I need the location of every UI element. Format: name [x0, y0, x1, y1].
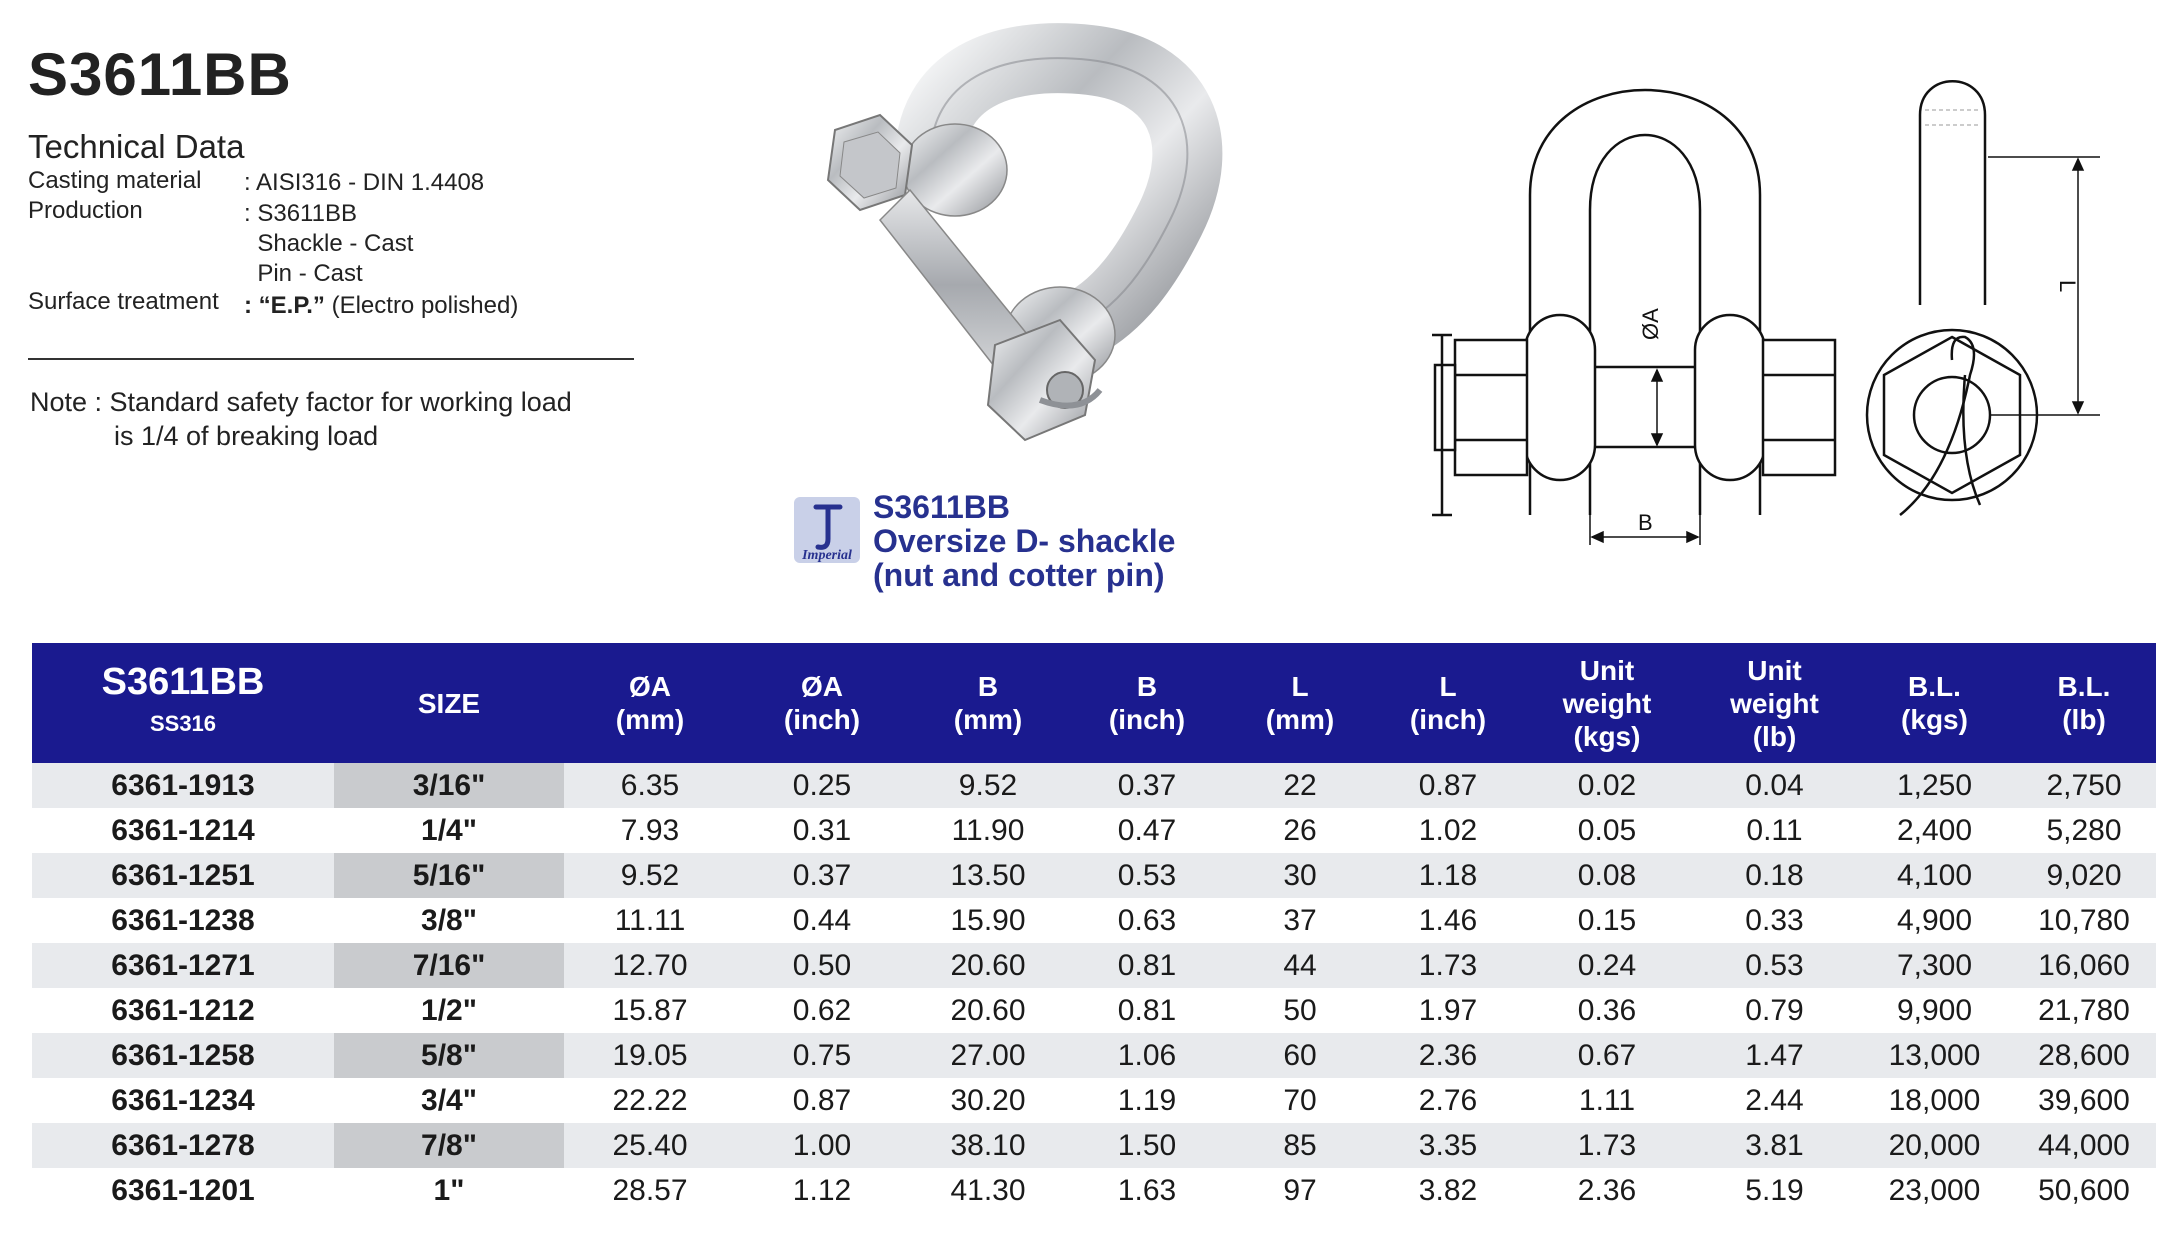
- table-row: [32, 1078, 2156, 1123]
- cell-value: 0.67: [1522, 1033, 1692, 1078]
- cell-value: 1.06: [1068, 1033, 1226, 1078]
- cell-part-number: 6361-1214: [32, 808, 334, 853]
- header-col: ØA (inch): [736, 643, 908, 763]
- cell-size: 5/16": [334, 853, 564, 898]
- cell-value: 5,280: [2012, 808, 2156, 853]
- ear-left: [1525, 315, 1595, 480]
- cell-value: 0.81: [1068, 988, 1226, 1033]
- cell-value: 1.19: [1068, 1078, 1226, 1123]
- cell-value: 0.05: [1522, 808, 1692, 853]
- caption-model: S3611BB: [873, 489, 1010, 525]
- note-line-2: is 1/4 of breaking load: [114, 421, 379, 451]
- cell-part-number: 6361-1201: [32, 1168, 334, 1213]
- technical-data-heading: Technical Data: [28, 128, 245, 165]
- cell-value: 9.52: [564, 853, 736, 898]
- cell-value: 27.00: [908, 1033, 1068, 1078]
- table-row: [32, 988, 2156, 1033]
- cell-size: 1/2": [334, 988, 564, 1033]
- dimension-l-label: L: [2055, 280, 2080, 293]
- specification-table: [32, 643, 2156, 1213]
- spec-label-surface: Surface treatment: [28, 288, 219, 315]
- cell-value: 0.53: [1692, 943, 1857, 988]
- cell-value: 1.46: [1374, 898, 1522, 943]
- cell-value: 2.44: [1692, 1078, 1857, 1123]
- cell-value: 0.08: [1522, 853, 1692, 898]
- cell-value: 15.87: [564, 988, 736, 1033]
- cell-value: 11.11: [564, 898, 736, 943]
- cell-value: 0.79: [1692, 988, 1857, 1033]
- cell-value: 28,600: [2012, 1033, 2156, 1078]
- header-col: ØA (mm): [564, 643, 736, 763]
- spec-value-surface: [244, 292, 518, 320]
- cell-value: 6.35: [564, 763, 736, 808]
- header-model: [32, 643, 334, 763]
- cell-value: 0.31: [736, 808, 908, 853]
- cell-size: 3/4": [334, 1078, 564, 1123]
- header-col: B.L. (kgs): [1857, 643, 2012, 763]
- header-col: B (mm): [908, 643, 1068, 763]
- cell-value: 1,250: [1857, 763, 2012, 808]
- cell-value: 44: [1226, 943, 1374, 988]
- cell-value: 97: [1226, 1168, 1374, 1213]
- cell-value: 4,100: [1857, 853, 2012, 898]
- cell-value: 3.82: [1374, 1168, 1522, 1213]
- header-col: L (mm): [1226, 643, 1374, 763]
- table-body: [32, 763, 2156, 1213]
- safety-note: [30, 385, 572, 453]
- table-row: [32, 1123, 2156, 1168]
- caption-description: Oversize D- shackle: [873, 523, 1176, 559]
- cell-value: 25.40: [564, 1123, 736, 1168]
- cell-value: 23,000: [1857, 1168, 2012, 1213]
- spec-value-pin: Pin - Cast: [244, 260, 363, 287]
- cell-value: 0.11: [1692, 808, 1857, 853]
- cell-size: 3/16": [334, 763, 564, 808]
- technical-drawing: [1380, 75, 2140, 565]
- spec-value-casting: : AISI316 - DIN 1.4408: [244, 169, 485, 196]
- header-model-code: S3611BB: [101, 661, 265, 703]
- cell-size: 1/4": [334, 808, 564, 853]
- cell-part-number: 6361-1212: [32, 988, 334, 1033]
- cell-size: 5/8": [334, 1033, 564, 1078]
- cell-part-number: 6361-1913: [32, 763, 334, 808]
- cell-value: 13,000: [1857, 1033, 2012, 1078]
- spec-value-shackle: Shackle - Cast: [244, 230, 414, 257]
- table-row: [32, 1033, 2156, 1078]
- cell-value: 0.18: [1692, 853, 1857, 898]
- cell-part-number: 6361-1271: [32, 943, 334, 988]
- dimension-b-label: B: [1638, 510, 1653, 535]
- cell-value: 0.62: [736, 988, 908, 1033]
- cell-size: 3/8": [334, 898, 564, 943]
- cell-value: 37: [1226, 898, 1374, 943]
- cell-value: 2,400: [1857, 808, 2012, 853]
- cell-value: 13.50: [908, 853, 1068, 898]
- surface-desc: (Electro polished): [324, 292, 519, 319]
- cell-value: 1.73: [1522, 1123, 1692, 1168]
- cell-value: 30.20: [908, 1078, 1068, 1123]
- cell-value: 1.18: [1374, 853, 1522, 898]
- header-col: L (inch): [1374, 643, 1522, 763]
- cell-value: 0.50: [736, 943, 908, 988]
- divider: [28, 358, 634, 360]
- shackle-photo: [740, 20, 1240, 490]
- spec-value-production: : S3611BB: [244, 200, 357, 227]
- cell-value: 0.87: [736, 1078, 908, 1123]
- cell-size: 1": [334, 1168, 564, 1213]
- cell-value: 60: [1226, 1033, 1374, 1078]
- logo-wordmark: Imperial: [802, 548, 852, 563]
- cell-value: 30: [1226, 853, 1374, 898]
- cell-value: 0.47: [1068, 808, 1226, 853]
- cell-value: 85: [1226, 1123, 1374, 1168]
- cell-value: 20,000: [1857, 1123, 2012, 1168]
- table-header-row: [32, 643, 2156, 763]
- cell-value: 41.30: [908, 1168, 1068, 1213]
- cell-value: 22.22: [564, 1078, 736, 1123]
- cell-value: 11.90: [908, 808, 1068, 853]
- cell-size: 7/8": [334, 1123, 564, 1168]
- cell-value: 7.93: [564, 808, 736, 853]
- imperial-logo: [792, 495, 862, 565]
- cell-value: 0.81: [1068, 943, 1226, 988]
- table-row: [32, 898, 2156, 943]
- spec-label-casting: Casting material: [28, 167, 202, 194]
- caption-subdescription: (nut and cotter pin): [873, 557, 1165, 593]
- cell-size: 7/16": [334, 943, 564, 988]
- cell-value: 12.70: [564, 943, 736, 988]
- cell-value: 39,600: [2012, 1078, 2156, 1123]
- cell-value: 22: [1226, 763, 1374, 808]
- cell-value: 1.63: [1068, 1168, 1226, 1213]
- cell-part-number: 6361-1258: [32, 1033, 334, 1078]
- side-body: [1920, 81, 1985, 305]
- dimension-a-label: ØA: [1638, 308, 1663, 340]
- table-row: [32, 853, 2156, 898]
- cell-value: 2.76: [1374, 1078, 1522, 1123]
- table-row: [32, 763, 2156, 808]
- cell-value: 15.90: [908, 898, 1068, 943]
- cell-value: 21,780: [2012, 988, 2156, 1033]
- cell-value: 2.36: [1522, 1168, 1692, 1213]
- cell-value: 0.04: [1692, 763, 1857, 808]
- header-col: SIZE: [334, 643, 564, 763]
- cell-value: 9.52: [908, 763, 1068, 808]
- cell-value: 20.60: [908, 988, 1068, 1033]
- cell-value: 0.37: [1068, 763, 1226, 808]
- cell-value: 0.24: [1522, 943, 1692, 988]
- header-col: Unit weight (lb): [1692, 643, 1857, 763]
- cell-value: 1.97: [1374, 988, 1522, 1033]
- surface-ep: : “E.P.”: [244, 292, 325, 319]
- table-row: [32, 943, 2156, 988]
- cell-value: 3.81: [1692, 1123, 1857, 1168]
- cell-value: 50: [1226, 988, 1374, 1033]
- cell-value: 1.73: [1374, 943, 1522, 988]
- cell-value: 1.12: [736, 1168, 908, 1213]
- cell-value: 44,000: [2012, 1123, 2156, 1168]
- cell-value: 1.50: [1068, 1123, 1226, 1168]
- cell-value: 4,900: [1857, 898, 2012, 943]
- cell-value: 2,750: [2012, 763, 2156, 808]
- table-row: [32, 808, 2156, 853]
- cell-value: 0.37: [736, 853, 908, 898]
- cell-value: 0.15: [1522, 898, 1692, 943]
- cell-value: 9,020: [2012, 853, 2156, 898]
- cell-value: 10,780: [2012, 898, 2156, 943]
- ear-right: [1695, 315, 1765, 480]
- cell-value: 0.25: [736, 763, 908, 808]
- header-col: B.L. (lb): [2012, 643, 2156, 763]
- header-col: Unit weight (kgs): [1522, 643, 1692, 763]
- cell-value: 20.60: [908, 943, 1068, 988]
- cell-value: 50,600: [2012, 1168, 2156, 1213]
- cell-value: 0.36: [1522, 988, 1692, 1033]
- cell-value: 28.57: [564, 1168, 736, 1213]
- cell-part-number: 6361-1278: [32, 1123, 334, 1168]
- cell-part-number: 6361-1251: [32, 853, 334, 898]
- cell-value: 70: [1226, 1078, 1374, 1123]
- table-row: [32, 1168, 2156, 1213]
- cell-value: 26: [1226, 808, 1374, 853]
- cell-value: 1.02: [1374, 808, 1522, 853]
- cell-value: 0.75: [736, 1033, 908, 1078]
- cell-value: 18,000: [1857, 1078, 2012, 1123]
- note-line-1: Note : Standard safety factor for working load: [30, 387, 572, 417]
- cell-value: 0.87: [1374, 763, 1522, 808]
- cell-value: 1.00: [736, 1123, 908, 1168]
- cell-value: 19.05: [564, 1033, 736, 1078]
- spec-label-production: Production: [28, 197, 143, 224]
- cell-value: 9,900: [1857, 988, 2012, 1033]
- cell-value: 0.02: [1522, 763, 1692, 808]
- cell-value: 16,060: [2012, 943, 2156, 988]
- header-material: SS316: [149, 711, 217, 736]
- cell-value: 38.10: [908, 1123, 1068, 1168]
- cell-value: 3.35: [1374, 1123, 1522, 1168]
- product-title: S3611BB: [28, 41, 292, 108]
- cell-value: 1.11: [1522, 1078, 1692, 1123]
- cell-value: 0.33: [1692, 898, 1857, 943]
- cell-value: 0.63: [1068, 898, 1226, 943]
- cell-value: 0.53: [1068, 853, 1226, 898]
- cell-value: 2.36: [1374, 1033, 1522, 1078]
- cell-value: 5.19: [1692, 1168, 1857, 1213]
- product-caption: [873, 490, 1175, 592]
- cell-part-number: 6361-1238: [32, 898, 334, 943]
- cell-value: 7,300: [1857, 943, 2012, 988]
- cell-part-number: 6361-1234: [32, 1078, 334, 1123]
- cell-value: 1.47: [1692, 1033, 1857, 1078]
- cell-value: 0.44: [736, 898, 908, 943]
- header-col: B (inch): [1068, 643, 1226, 763]
